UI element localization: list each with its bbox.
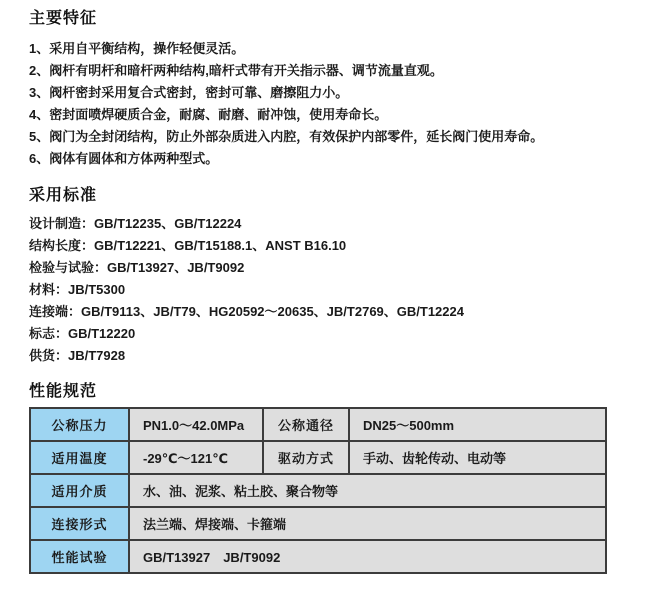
feature-item: 2、阀杆有明杆和暗杆两种结构,暗杆式带有开关指示器、调节流量直观。 xyxy=(29,63,443,78)
feature-item: 6、阀体有圆体和方体两种型式。 xyxy=(29,151,219,166)
standard-item: 材料：JB/T5300 xyxy=(29,282,126,297)
row-value-cell: 手动、齿轮传动、电动等 xyxy=(349,441,606,474)
row-label-cell: 公称压力 xyxy=(30,408,129,441)
features-section xyxy=(29,9,622,170)
table-row xyxy=(30,540,606,573)
feature-item: 4、密封面喷焊硬质合金，耐腐、耐磨、耐冲蚀，使用寿命长。 xyxy=(29,107,388,122)
performance-table xyxy=(29,407,607,574)
standards-section xyxy=(29,186,622,367)
row-label-cell: 连接形式 xyxy=(30,507,129,540)
standard-item: 检验与试验：GB/T13927、JB/T9092 xyxy=(29,260,245,275)
features-title: 主要特征 xyxy=(29,10,98,27)
table-row xyxy=(30,507,606,540)
row-sublabel-cell: 驱动方式 xyxy=(263,441,349,474)
row-value-cell: -29℃～121℃ xyxy=(129,441,263,474)
table-row xyxy=(30,441,606,474)
standard-item: 设计制造：GB/T12235、GB/T12224 xyxy=(29,216,242,231)
standards-title: 采用标准 xyxy=(29,187,98,204)
standard-item: 供货：JB/T7928 xyxy=(29,348,126,363)
row-value-cell: GB/T13927 JB/T9092 xyxy=(129,540,606,573)
standard-item: 连接端：GB/T9113、JB/T79、HG20592～20635、JB/T2769、GB/T12224 xyxy=(29,304,464,319)
table-row xyxy=(30,408,606,441)
row-value-cell: PN1.0～42.0MPa xyxy=(129,408,263,441)
standard-item: 结构长度：GB/T12221、GB/T15188.1、ANST B16.10 xyxy=(29,238,347,253)
feature-item: 5、阀门为全封闭结构，防止外部杂质进入内腔，有效保护内部零件，延长阀门使用寿命。 xyxy=(29,129,544,144)
feature-item: 1、采用自平衡结构，操作轻便灵活。 xyxy=(29,41,245,56)
row-sublabel-cell: 公称通径 xyxy=(263,408,349,441)
row-value-cell: 法兰端、焊接端、卡箍端 xyxy=(129,507,606,540)
table-row xyxy=(30,474,606,507)
row-label-cell: 适用介质 xyxy=(30,474,129,507)
performance-section xyxy=(29,382,622,574)
row-value-cell: DN25～500mm xyxy=(349,408,606,441)
standard-item: 标志：GB/T12220 xyxy=(29,326,136,341)
feature-item: 3、阀杆密封采用复合式密封，密封可靠、磨擦阻力小。 xyxy=(29,85,349,100)
row-value-cell: 水、油、泥浆、粘土胶、聚合物等 xyxy=(129,474,606,507)
performance-title: 性能规范 xyxy=(29,383,98,400)
row-label-cell: 适用温度 xyxy=(30,441,129,474)
row-label-cell: 性能试验 xyxy=(30,540,129,573)
